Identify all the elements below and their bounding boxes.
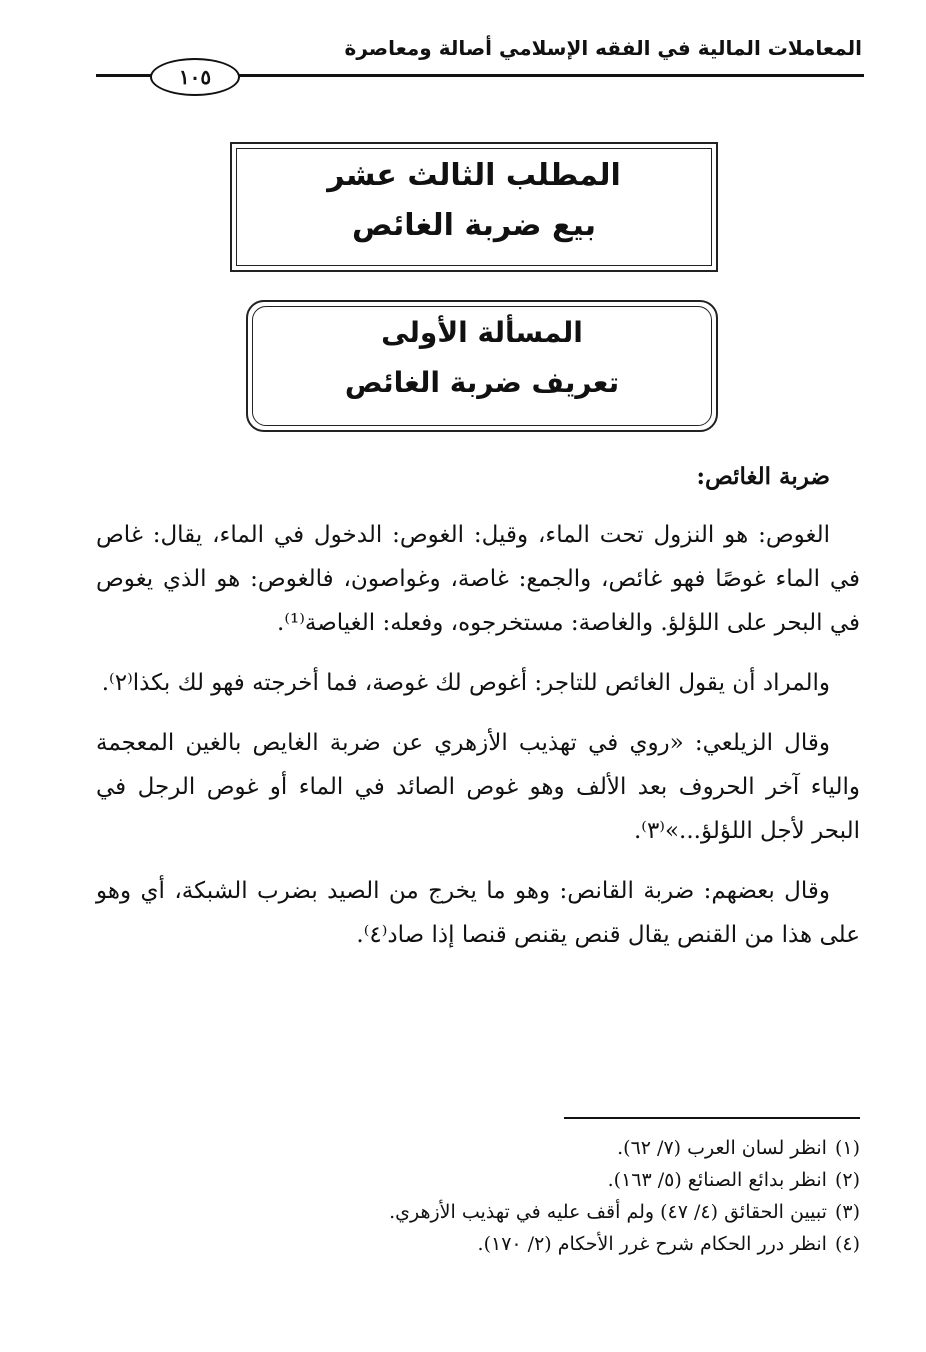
body-paragraph: وقال الزيلعي: «روي في تهذيب الأزهري عن ضربة الغايص بالغين المعجمة والياء آخر الحروف بعد الألف وهو غوص الصائد في الماء أو غوص الرجل في البحر لأجل اللؤلؤ...»⁽٣⁾. [96, 730, 860, 844]
footnote-item [160, 1164, 860, 1196]
subsection-title-line-1: المسألة الأولى [381, 316, 583, 349]
footnote-item [160, 1132, 860, 1164]
footnote-text: انظر بدائع الصنائع (٥/ ١٦٣). [607, 1169, 827, 1191]
footnote-number: (١) [834, 1137, 860, 1159]
page-number: ١٠٥ [150, 58, 240, 96]
footnote-rule [564, 1117, 860, 1119]
footnote-number: (٣) [834, 1201, 860, 1223]
body-paragraph: والمراد أن يقول الغائص للتاجر: أغوص لك غوصة، فما أخرجته فهو لك بكذا⁽٢⁾. [101, 670, 830, 696]
footnote-number: (٤) [834, 1233, 860, 1255]
section-title-box [230, 142, 718, 272]
running-title: المعاملات المالية في الفقه الإسلامي أصالة ومعاصرة [344, 36, 862, 60]
subsection-title-box [246, 300, 718, 432]
footnote-text: تبيين الحقائق (٤/ ٤٧) ولم أقف عليه في تهذيب الأزهري. [389, 1201, 827, 1223]
body-text [96, 455, 860, 973]
section-title-line-2: بيع ضربة الغائص [352, 208, 596, 243]
body-paragraph: وقال بعضهم: ضربة القانص: وهو ما يخرج من الصيد بضرب الشبكة، أي وهو على هذا من القنص يقال قنص يقنص قنصا إذا صاد⁽٤⁾. [96, 878, 860, 948]
footnotes [160, 1132, 860, 1260]
footnote-item [160, 1196, 860, 1228]
section-title-line-1: المطلب الثالث عشر [327, 158, 621, 193]
subsection-title-line-2: تعريف ضربة الغائص [344, 365, 620, 399]
footnote-item [160, 1228, 860, 1260]
footnote-text: انظر درر الحكام شرح غرر الأحكام (٢/ ١٧٠). [477, 1233, 827, 1255]
footnote-number: (٢) [834, 1169, 860, 1191]
body-paragraph: الغوص: هو النزول تحت الماء، وقيل: الغوص: الدخول في الماء، يقال: غاص في الماء غوصًا فهو غائص، والجمع: غاصة، وغواصون، فالغوص: هو الذي يغوص في البحر على اللؤلؤ. والغاصة: مستخرجوه، وفعله: الغياصة⁽¹⁾. [96, 522, 860, 636]
section-label: ضربة الغائص: [696, 463, 830, 490]
footnote-text: انظر لسان العرب (٧/ ٦٢). [617, 1137, 827, 1159]
